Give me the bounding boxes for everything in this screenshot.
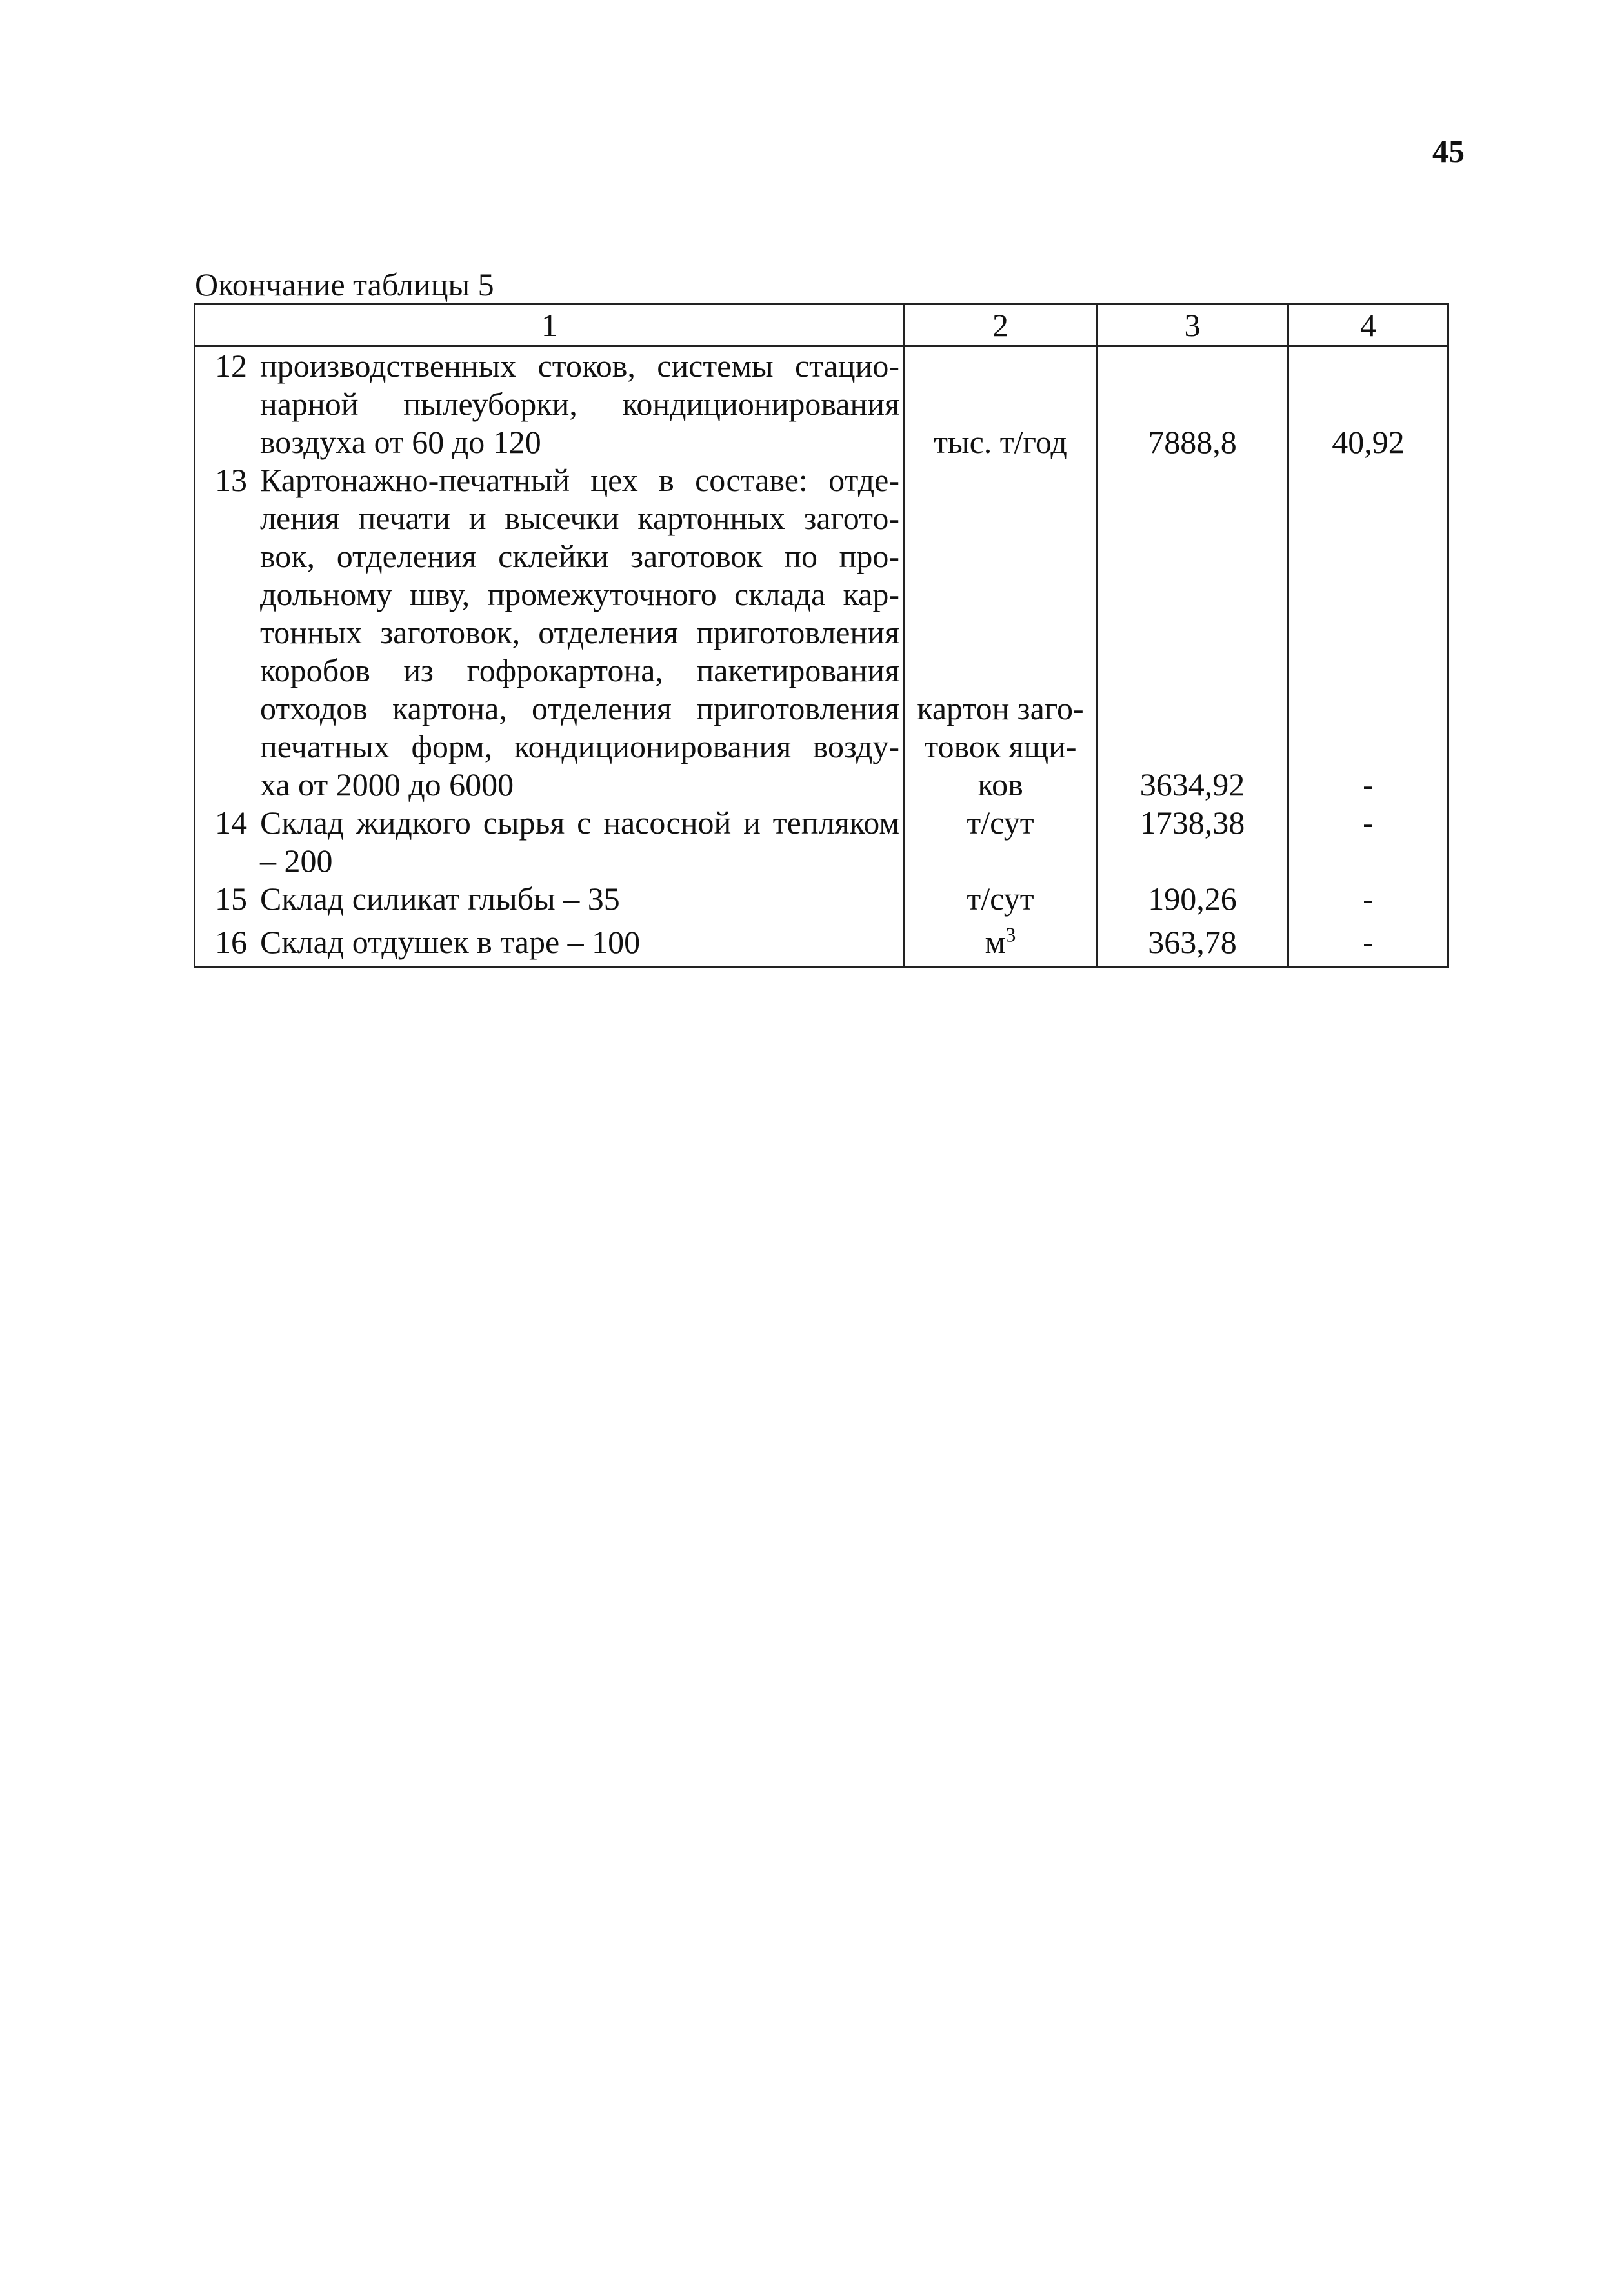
- extra-cell: [1288, 461, 1449, 804]
- unit-cell: [905, 880, 1097, 923]
- table-caption: Окончание таблицы 5: [195, 266, 494, 303]
- unit-text: т/сут: [967, 804, 1034, 841]
- description-line: вок, отделения склейки заготовок по про-: [260, 538, 899, 574]
- row-number: 16: [215, 924, 247, 960]
- row-description: [260, 461, 903, 804]
- row-description: [260, 880, 903, 918]
- value-text: 7888,8: [1148, 424, 1237, 460]
- value-cell: [1097, 923, 1288, 968]
- description-line: Склад силикат глыбы – 35: [260, 881, 620, 917]
- unit-cell: [905, 923, 1097, 968]
- header-col-1: 1: [195, 305, 905, 346]
- description-line: Склад отдушек в таре – 100: [260, 924, 641, 960]
- row-description-cell: [195, 880, 905, 923]
- extra-cell: [1288, 880, 1449, 923]
- extra-text: -: [1363, 881, 1374, 917]
- unit-text: т/сут: [967, 881, 1034, 917]
- description-line: дольному шву, промежуточного склада кар-: [260, 576, 899, 612]
- extra-text: -: [1363, 766, 1374, 803]
- row-number: 13: [215, 462, 247, 498]
- table-row: [195, 461, 1449, 804]
- unit-cell: [905, 461, 1097, 804]
- description-line: производственных стоков, системы стацио-: [260, 348, 899, 384]
- value-cell: [1097, 461, 1288, 804]
- description-line: ха от 2000 до 6000: [260, 766, 514, 803]
- row-number: 14: [215, 804, 247, 841]
- description-line: нарной пылеуборки, кондиционирования: [260, 386, 899, 422]
- row-number: 15: [215, 881, 247, 917]
- unit-line: товок ящи-: [924, 728, 1077, 764]
- unit-cell: [905, 804, 1097, 880]
- description-line: Картонажно-печатный цех в составе: отде-: [260, 462, 899, 498]
- header-col-4: 4: [1288, 305, 1449, 346]
- table-row: [195, 346, 1449, 462]
- value-text: 1738,38: [1139, 804, 1245, 841]
- description-line: – 200: [260, 843, 333, 879]
- row-number: 12: [215, 348, 247, 384]
- row-description-cell: [195, 923, 905, 968]
- extra-text: 40,92: [1332, 424, 1405, 460]
- extra-cell: [1288, 346, 1449, 462]
- value-cell: [1097, 346, 1288, 462]
- page-number: 45: [1432, 133, 1465, 169]
- header-col-3: 3: [1097, 305, 1288, 346]
- description-line: печатных форм, кондиционирования возду-: [260, 728, 899, 764]
- header-col-2: 2: [905, 305, 1097, 346]
- description-line: воздуха от 60 до 120: [260, 424, 541, 460]
- description-line: ления печати и высечки картонных загото-: [260, 500, 899, 536]
- value-cell: [1097, 804, 1288, 880]
- description-line: тонных заготовок, отделения приготовления: [260, 614, 899, 650]
- unit-line: ков: [977, 766, 1023, 803]
- value-text: 363,78: [1148, 924, 1237, 960]
- table-row: [195, 804, 1449, 880]
- table-5: [194, 303, 1449, 968]
- unit-text: м: [985, 924, 1006, 960]
- unit-superscript: 3: [1005, 923, 1016, 946]
- value-cell: [1097, 880, 1288, 923]
- unit-text: тыс. т/год: [934, 424, 1067, 460]
- extra-text: -: [1363, 804, 1374, 841]
- unit-line: картон заго-: [917, 690, 1084, 726]
- extra-text: -: [1363, 924, 1374, 960]
- extra-cell: [1288, 923, 1449, 968]
- value-text: 3634,92: [1139, 766, 1245, 803]
- row-description: [260, 923, 903, 961]
- description-line: коробов из гофрокартона, пакетирования: [260, 652, 899, 688]
- description-line: Склад жидкого сырья с насосной и тепляком: [260, 804, 899, 841]
- table-header-row: [195, 305, 1449, 346]
- table-row: [195, 923, 1449, 968]
- row-description-cell: [195, 461, 905, 804]
- row-description-cell: [195, 346, 905, 462]
- row-description: [260, 804, 903, 880]
- row-description: [260, 347, 903, 461]
- row-description-cell: [195, 804, 905, 880]
- extra-cell: [1288, 804, 1449, 880]
- value-text: 190,26: [1148, 881, 1237, 917]
- description-line: отходов картона, отделения приготовления: [260, 690, 899, 726]
- table-row: [195, 880, 1449, 923]
- unit-cell: [905, 346, 1097, 462]
